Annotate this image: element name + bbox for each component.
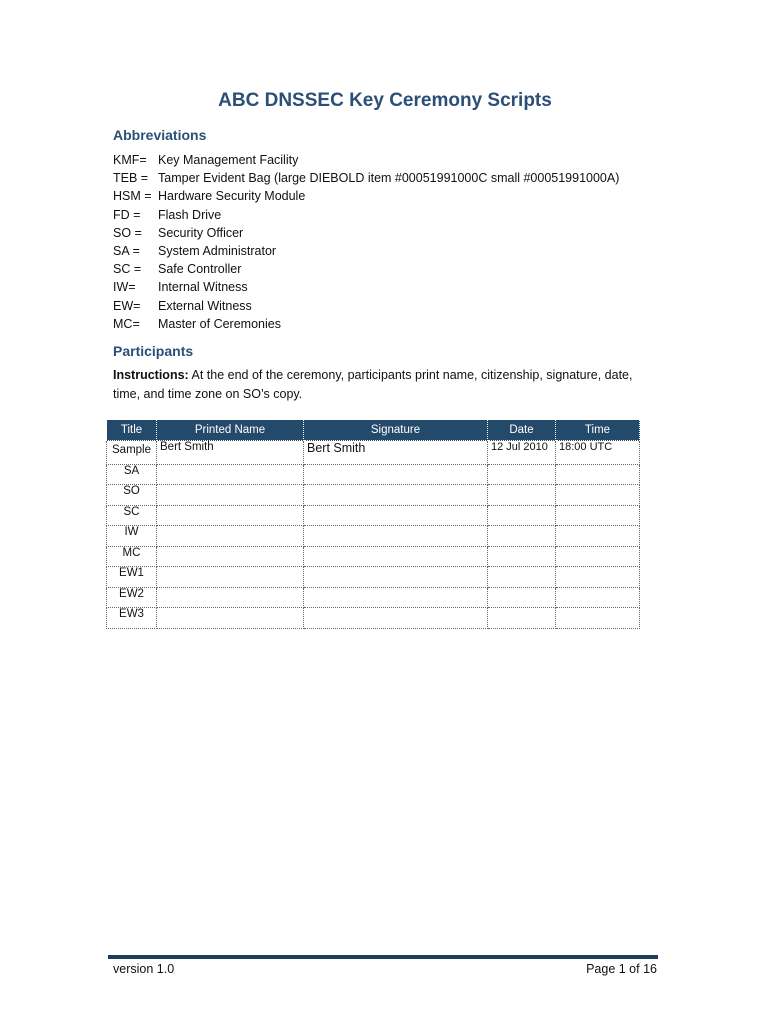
row-time[interactable] bbox=[556, 608, 640, 629]
abbreviation-value: Master of Ceremonies bbox=[158, 316, 281, 331]
table-row bbox=[107, 587, 640, 608]
row-title: SA bbox=[107, 464, 157, 485]
abbreviation-value: System Administrator bbox=[158, 243, 277, 258]
row-signature[interactable] bbox=[304, 505, 488, 526]
footer-version: version 1.0 bbox=[113, 962, 175, 976]
abbreviation-value: External Witness bbox=[158, 298, 252, 313]
abbreviation-item bbox=[113, 242, 619, 260]
abbreviation-item bbox=[113, 206, 619, 224]
row-printed-name[interactable] bbox=[157, 485, 304, 506]
row-date[interactable] bbox=[488, 567, 556, 588]
row-title: EW3 bbox=[107, 608, 157, 629]
abbreviation-key: HSM = bbox=[113, 189, 152, 204]
row-date[interactable] bbox=[488, 546, 556, 567]
instructions-text: At the end of the ceremony, participants print name, citizenship, signature, date, time, and time zone on SO’s copy. bbox=[113, 368, 633, 401]
row-printed-name[interactable] bbox=[157, 608, 304, 629]
table-row bbox=[107, 464, 640, 485]
row-title: Sample bbox=[107, 441, 157, 465]
abbreviation-value: Security Officer bbox=[158, 225, 244, 240]
abbreviation-item bbox=[113, 224, 619, 242]
column-header-title: Title bbox=[107, 420, 157, 441]
abbreviation-key: SA = bbox=[113, 243, 140, 258]
row-time[interactable] bbox=[556, 505, 640, 526]
footer-divider bbox=[108, 955, 658, 959]
abbreviation-value: Flash Drive bbox=[158, 207, 222, 222]
column-header-signature: Signature bbox=[304, 420, 488, 441]
row-signature[interactable] bbox=[304, 526, 488, 547]
abbreviation-value: Safe Controller bbox=[158, 262, 242, 277]
instructions-paragraph bbox=[113, 366, 653, 404]
table-row bbox=[107, 608, 640, 629]
abbreviation-value: Key Management Facility bbox=[158, 153, 299, 167]
row-date[interactable] bbox=[488, 464, 556, 485]
instructions-label: Instructions: bbox=[113, 368, 189, 382]
abbreviations-heading: Abbreviations bbox=[113, 127, 207, 143]
row-date[interactable] bbox=[488, 505, 556, 526]
abbreviation-item bbox=[113, 315, 619, 333]
row-title: EW2 bbox=[107, 587, 157, 608]
table-row bbox=[107, 546, 640, 567]
row-date[interactable] bbox=[488, 608, 556, 629]
row-signature[interactable] bbox=[304, 485, 488, 506]
abbreviation-item bbox=[113, 278, 619, 296]
row-time[interactable]: 18:00 UTC bbox=[556, 441, 640, 465]
abbreviation-key: KMF= bbox=[113, 153, 147, 167]
participants-heading: Participants bbox=[113, 343, 194, 359]
participants-table bbox=[106, 419, 640, 629]
row-printed-name[interactable]: Bert Smith bbox=[157, 441, 304, 465]
row-time[interactable] bbox=[556, 464, 640, 485]
abbreviation-key: SO = bbox=[113, 225, 142, 240]
abbreviation-value: Tamper Evident Bag (large DIEBOLD item #00051991000C small #00051991000A) bbox=[158, 171, 620, 186]
abbreviation-value: Hardware Security Module bbox=[158, 189, 306, 204]
row-printed-name[interactable] bbox=[157, 567, 304, 588]
row-signature[interactable] bbox=[304, 608, 488, 629]
table-row bbox=[107, 441, 640, 465]
abbreviation-key: MC= bbox=[113, 316, 140, 331]
row-date[interactable] bbox=[488, 526, 556, 547]
row-signature[interactable] bbox=[304, 546, 488, 567]
abbreviation-key: EW= bbox=[113, 298, 141, 313]
row-time[interactable] bbox=[556, 546, 640, 567]
row-signature[interactable] bbox=[304, 464, 488, 485]
row-signature[interactable]: Bert Smith bbox=[304, 441, 488, 465]
table-header-row bbox=[107, 420, 640, 441]
abbreviation-item bbox=[113, 187, 619, 205]
abbreviation-key: TEB = bbox=[113, 171, 149, 186]
row-printed-name[interactable] bbox=[157, 526, 304, 547]
abbreviations-list bbox=[113, 151, 619, 333]
row-title: SO bbox=[107, 485, 157, 506]
abbreviation-key: IW= bbox=[113, 280, 136, 295]
abbreviation-item bbox=[113, 297, 619, 315]
row-date[interactable]: 12 Jul 2010 bbox=[488, 441, 556, 465]
row-printed-name[interactable] bbox=[157, 505, 304, 526]
table-row bbox=[107, 505, 640, 526]
row-title: IW bbox=[107, 526, 157, 547]
abbreviation-value: Internal Witness bbox=[158, 280, 248, 295]
row-printed-name[interactable] bbox=[157, 464, 304, 485]
column-header-date: Date bbox=[488, 420, 556, 441]
table-row bbox=[107, 485, 640, 506]
row-date[interactable] bbox=[488, 485, 556, 506]
row-signature[interactable] bbox=[304, 567, 488, 588]
table-row bbox=[107, 526, 640, 547]
row-title: EW1 bbox=[107, 567, 157, 588]
table-row bbox=[107, 567, 640, 588]
column-header-printed-name: Printed Name bbox=[157, 420, 304, 441]
footer-page-number: Page 1 of 16 bbox=[586, 962, 657, 976]
column-header-time: Time bbox=[556, 420, 640, 441]
abbreviation-item bbox=[113, 260, 619, 278]
abbreviation-item bbox=[113, 151, 619, 169]
row-date[interactable] bbox=[488, 587, 556, 608]
row-time[interactable] bbox=[556, 485, 640, 506]
row-title: MC bbox=[107, 546, 157, 567]
abbreviation-key: FD = bbox=[113, 207, 141, 222]
row-printed-name[interactable] bbox=[157, 546, 304, 567]
abbreviation-item bbox=[113, 169, 619, 187]
row-time[interactable] bbox=[556, 526, 640, 547]
document-title: ABC DNSSEC Key Ceremony Scripts bbox=[218, 90, 552, 111]
abbreviation-key: SC = bbox=[113, 262, 142, 277]
row-signature[interactable] bbox=[304, 587, 488, 608]
row-printed-name[interactable] bbox=[157, 587, 304, 608]
row-time[interactable] bbox=[556, 587, 640, 608]
row-title: SC bbox=[107, 505, 157, 526]
row-time[interactable] bbox=[556, 567, 640, 588]
